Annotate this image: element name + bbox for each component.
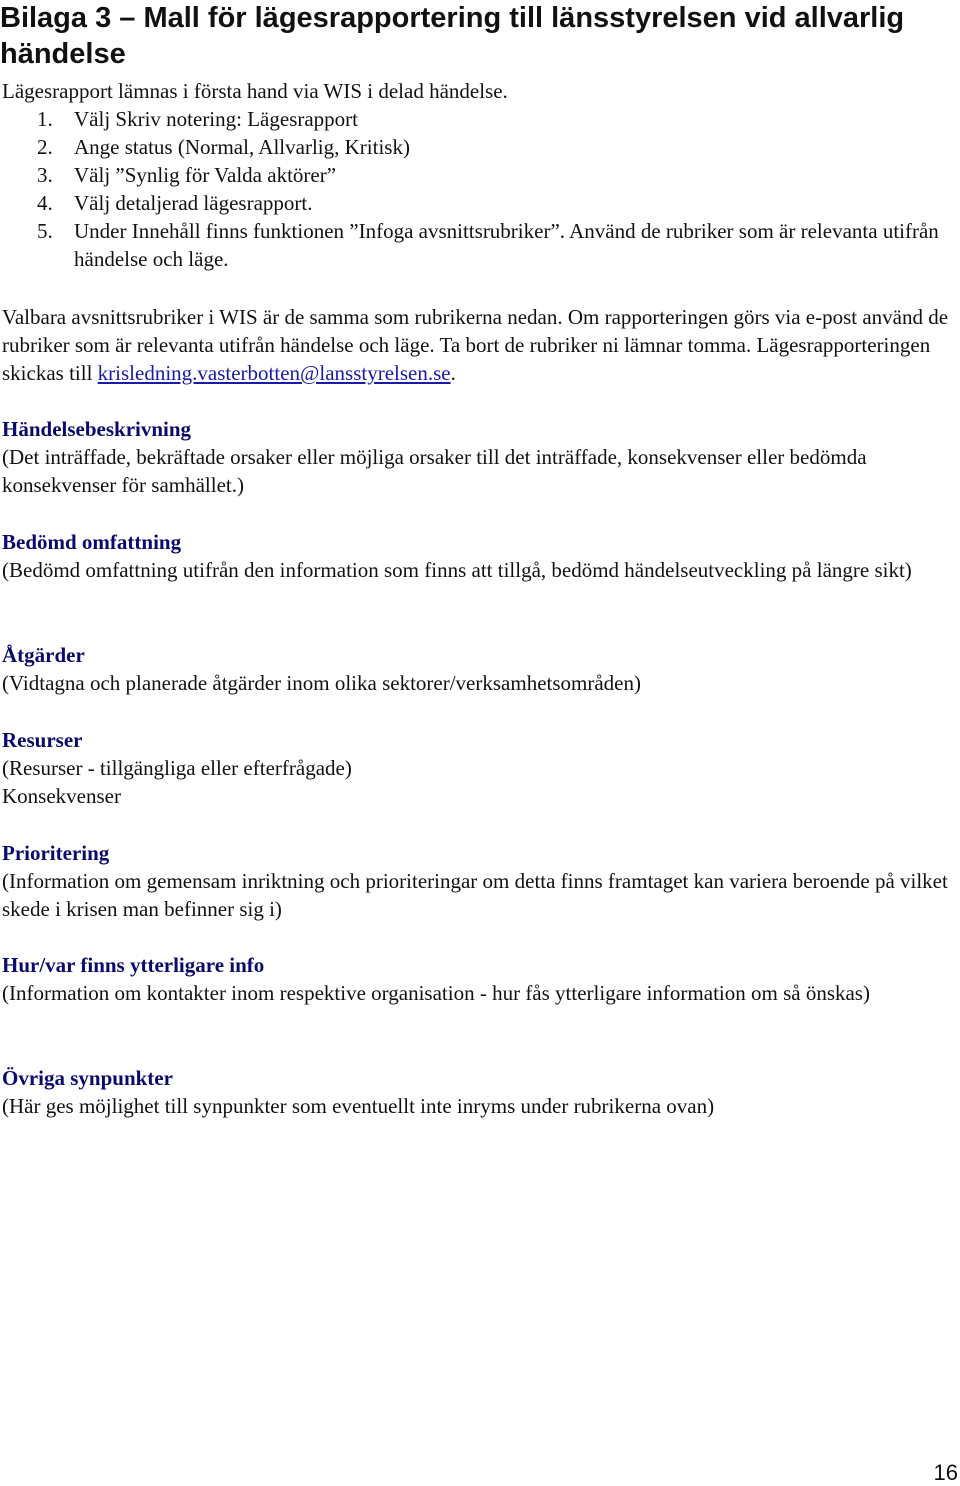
list-item-text: Välj ”Synlig för Valda aktörer” <box>74 163 337 187</box>
list-item-number: 4. <box>37 191 53 215</box>
section-text: (Det inträffade, bekräftade orsaker eller möjliga orsaker till det inträffade, konsekvenser eller bedömda konsekvenser för samhället.) <box>2 445 867 497</box>
section-text: (Resurser - tillgängliga eller efterfrågade) <box>2 756 352 780</box>
list-item-number: 1. <box>37 107 53 131</box>
instruction-list <box>0 105 940 273</box>
section-prioritering <box>2 839 952 923</box>
section-text: (Bedömd omfattning utifrån den information som finns att tillgå, bedömd händelseutveckling på längre sikt) <box>2 558 912 582</box>
section-heading: Åtgärder <box>2 643 85 667</box>
list-item <box>0 133 940 161</box>
list-item-number: 5. <box>37 219 53 243</box>
section-handelsebeskrivning <box>2 415 952 499</box>
list-item-text: Under Innehåll finns funktionen ”Infoga avsnittsrubriker”. Använd de rubriker som är relevanta utifrån händelse och läge. <box>74 219 939 271</box>
section-text: (Vidtagna och planerade åtgärder inom olika sektorer/verksamhetsområden) <box>2 671 641 695</box>
list-item-number: 2. <box>37 135 53 159</box>
email-link[interactable]: krisledning.vasterbotten@lansstyrelsen.se <box>97 361 451 385</box>
list-item-number: 3. <box>37 163 53 187</box>
section-resurser <box>2 726 952 810</box>
intro-text: Lägesrapport lämnas i första hand via WIS i delad händelse. <box>2 79 508 103</box>
section-ovriga-synpunkter <box>2 1064 952 1120</box>
section-text: (Information om kontakter inom respektive organisation - hur fås ytterligare information om så önskas) <box>2 981 870 1005</box>
section-heading: Hur/var finns ytterligare info <box>2 953 265 977</box>
list-item <box>0 217 940 273</box>
section-heading: Händelsebeskrivning <box>2 417 192 441</box>
page-number: 16 <box>933 1460 958 1485</box>
section-ytterligare-info <box>2 951 952 1007</box>
section-heading: Bedömd omfattning <box>2 530 182 554</box>
list-item <box>0 189 940 217</box>
list-item-text: Välj Skriv notering: Lägesrapport <box>74 107 359 131</box>
section-heading: Övriga synpunkter <box>2 1066 173 1090</box>
section-heading: Prioritering <box>2 841 110 865</box>
reporting-paragraph <box>2 303 952 387</box>
section-bedomd-omfattning <box>2 528 952 584</box>
section-text: (Information om gemensam inriktning och prioriteringar om detta finns framtaget kan variera beroende på vilket skede i krisen man befinner sig i) <box>2 869 948 921</box>
list-item-text: Välj detaljerad lägesrapport. <box>74 191 313 215</box>
section-text: Konsekvenser <box>2 784 121 808</box>
list-item-text: Ange status (Normal, Allvarlig, Kritisk) <box>74 135 410 159</box>
section-text: (Här ges möjlighet till synpunkter som eventuellt inte inryms under rubrikerna ovan) <box>2 1094 715 1118</box>
list-item <box>0 105 940 133</box>
reporting-paragraph-text: Valbara avsnittsrubriker i WIS är de samma som rubrikerna nedan. Om rapporteringen görs via e-post använd de rubriker som är relevanta utifrån händelse och läge. Ta bort de rubriker ni lämnar tomma. Lägesrapporteringen skickas till <box>2 305 949 385</box>
reporting-paragraph-end: . <box>450 361 456 385</box>
document-title: Bilaga 3 – Mall för lägesrapportering till länsstyrelsen vid allvarlig händelse <box>0 2 905 70</box>
section-atgarder <box>2 641 952 697</box>
section-heading: Resurser <box>2 728 83 752</box>
list-item <box>0 161 940 189</box>
